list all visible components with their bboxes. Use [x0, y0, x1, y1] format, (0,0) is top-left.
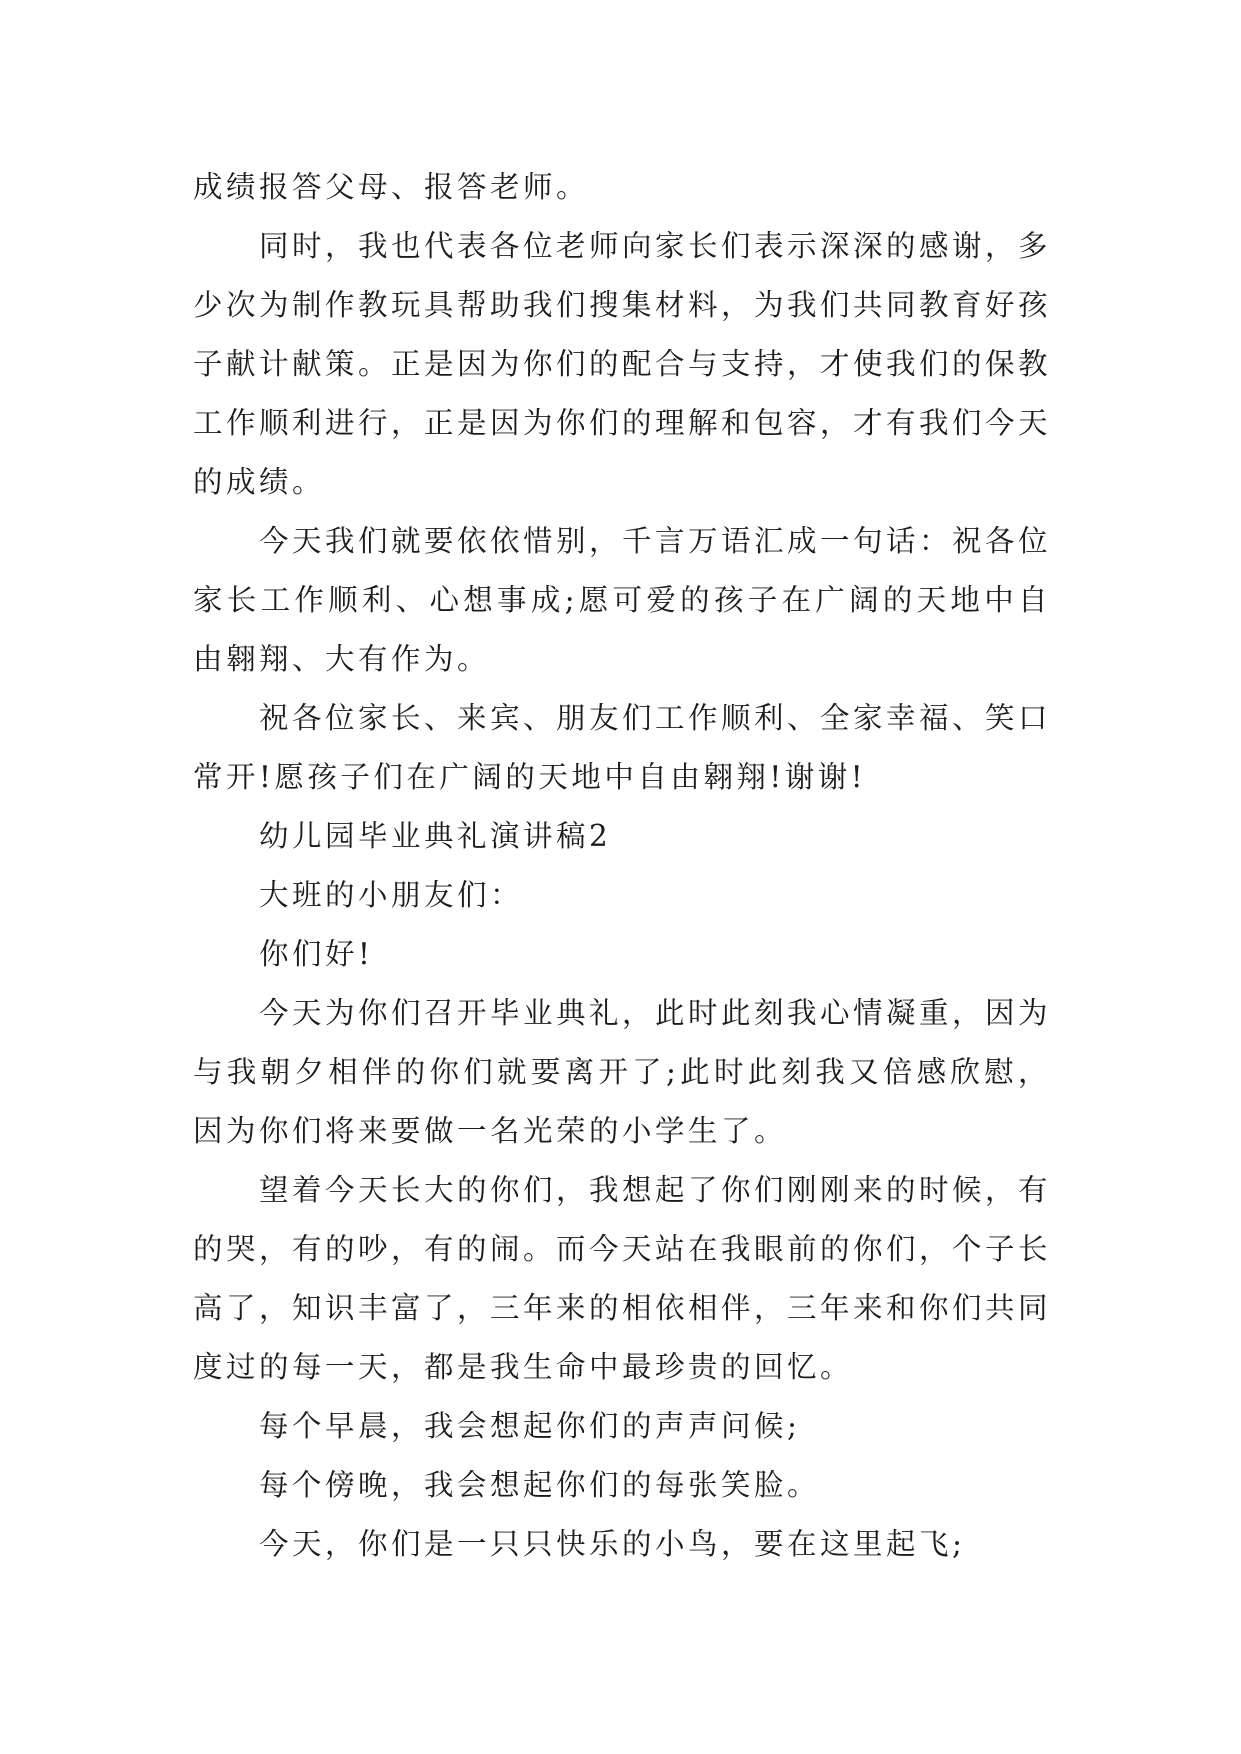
text-line: 少次为制作教玩具帮助我们搜集材料，为我们共同教育好孩: [193, 288, 1052, 322]
text-line: 由翱翔、大有作为。: [193, 642, 491, 676]
text-line: 成绩报答父母、报答老师。: [193, 170, 590, 204]
salutation: 大班的小朋友们：: [259, 878, 524, 912]
section-heading: 幼儿园毕业典礼演讲稿2: [259, 819, 612, 853]
text-line: 祝各位家长、来宾、朋友们工作顺利、全家幸福、笑口: [259, 701, 1052, 735]
text-line: 的成绩。: [193, 465, 326, 499]
text-line: 的哭，有的吵，有的闹。而今天站在我眼前的你们，个子长: [193, 1232, 1052, 1266]
text-line: 常开!愿孩子们在广阔的天地中自由翱翔!谢谢!: [193, 760, 867, 794]
greeting: 你们好!: [259, 937, 374, 971]
text-line: 望着今天长大的你们，我想起了你们刚刚来的时候，有: [259, 1173, 1052, 1207]
speech-text-body: [193, 158, 1051, 1574]
text-line: 家长工作顺利、心想事成;愿可爱的孩子在广阔的天地中自: [193, 583, 1051, 617]
text-line: 今天，你们是一只只快乐的小鸟，要在这里起飞;: [259, 1527, 966, 1561]
text-line: 每个早晨，我会想起你们的声声问候;: [259, 1409, 801, 1443]
text-line: 因为你们将来要做一名光荣的小学生了。: [193, 1114, 788, 1148]
text-line: 同时，我也代表各位老师向家长们表示深深的感谢，多: [259, 229, 1052, 263]
text-line: 子献计献策。正是因为你们的配合与支持，才使我们的保教: [193, 347, 1052, 381]
text-line: 度过的每一天，都是我生命中最珍贵的回忆。: [193, 1350, 854, 1384]
text-line: 今天我们就要依依惜别，千言万语汇成一句话：祝各位: [259, 524, 1052, 558]
text-line: 今天为你们召开毕业典礼，此时此刻我心情凝重，因为: [259, 996, 1052, 1030]
text-line: 每个傍晚，我会想起你们的每张笑脸。: [259, 1468, 821, 1502]
text-line: 高了，知识丰富了，三年来的相依相伴，三年来和你们共同: [193, 1291, 1052, 1325]
text-line: 工作顺利进行，正是因为你们的理解和包容，才有我们今天: [193, 406, 1052, 440]
text-line: 与我朝夕相伴的你们就要离开了;此时此刻我又倍感欣慰，: [193, 1055, 1051, 1089]
